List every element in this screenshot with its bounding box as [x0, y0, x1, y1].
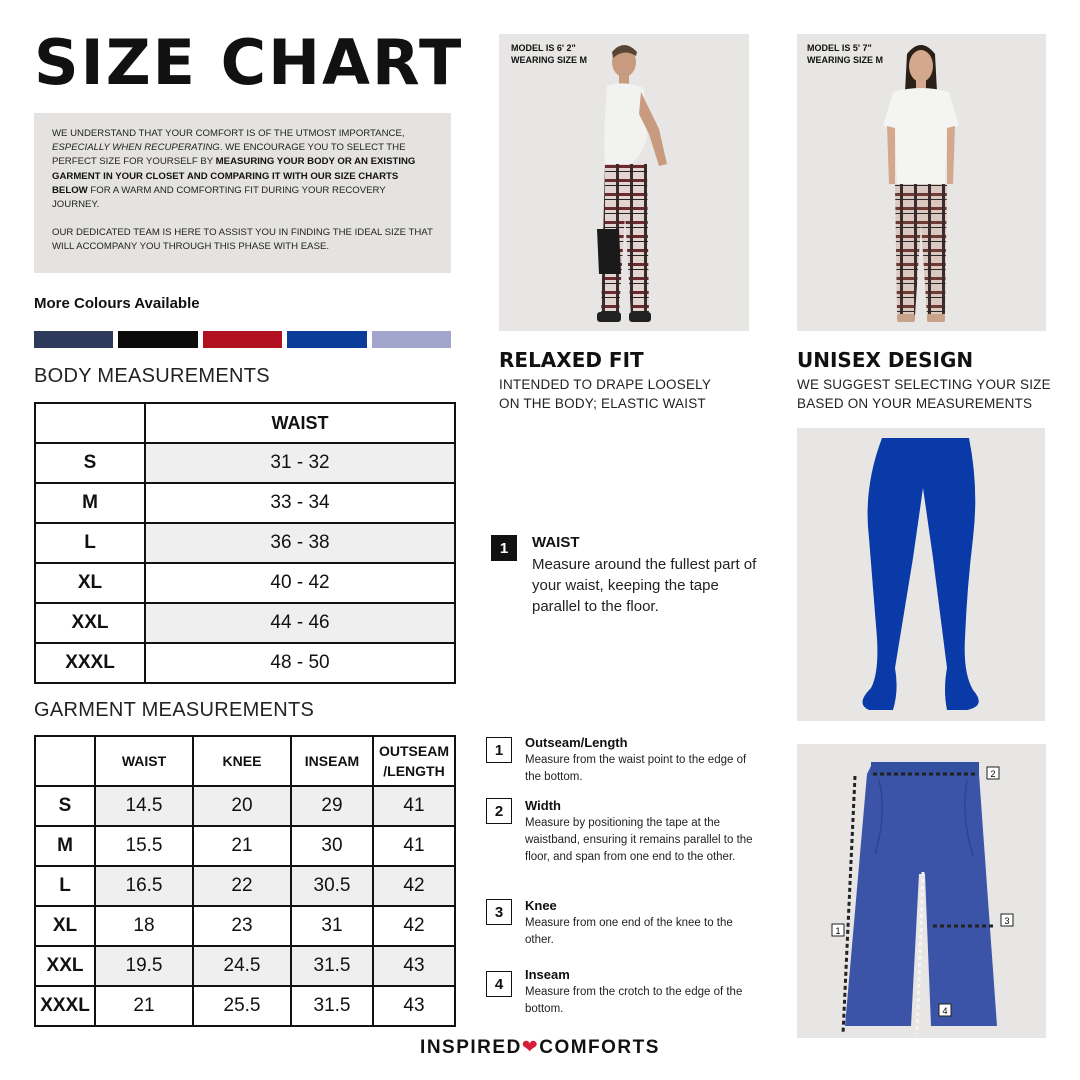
waist-cell: 15.5: [95, 826, 193, 866]
knee-cell: 20: [193, 786, 291, 826]
size-cell: XXL: [35, 603, 145, 643]
size-cell: XXXL: [35, 986, 95, 1026]
length-label: /LENGTH: [383, 763, 445, 779]
table-row: [35, 786, 455, 826]
unisex-design-title: UNISEX DESIGN: [797, 348, 974, 372]
colour-swatch-black[interactable]: [118, 331, 197, 348]
female-model-photo: [797, 34, 1046, 331]
width-step-title: Width: [525, 798, 561, 813]
colour-swatch-lavender[interactable]: [372, 331, 451, 348]
body-silhouette-box: [797, 428, 1045, 721]
step-number-badge: 1: [486, 737, 512, 763]
unisex-design-description: [797, 375, 1051, 413]
size-cell: L: [35, 866, 95, 906]
knee-cell: 24.5: [193, 946, 291, 986]
intro-text: FOR A WARM AND COMFORTING FIT DURING YOUR RECOVERY JOURNEY.: [52, 184, 386, 211]
relaxed-fit-line: ON THE BODY; ELASTIC WAIST: [499, 396, 706, 411]
step-number-badge: 2: [486, 798, 512, 824]
size-cell: S: [35, 443, 145, 483]
table-header-waist: WAIST: [95, 736, 193, 786]
inseam-cell: 31.5: [291, 946, 373, 986]
model-size: WEARING SIZE M: [511, 55, 587, 65]
outseam-label: OUTSEAM: [379, 743, 449, 759]
size-cell: M: [35, 483, 145, 523]
waist-cell: 16.5: [95, 866, 193, 906]
intro-text-box: [34, 113, 451, 273]
body-silhouette-icon: [797, 428, 1045, 721]
waist-cell: 40 - 42: [145, 563, 455, 603]
knee-cell: 23: [193, 906, 291, 946]
waist-cell: 36 - 38: [145, 523, 455, 563]
brand-left-text: INSPIRED: [420, 1037, 522, 1058]
knee-cell: 22: [193, 866, 291, 906]
unisex-line: BASED ON YOUR MEASUREMENTS: [797, 396, 1033, 411]
brand-right-text: COMFORTS: [539, 1037, 660, 1058]
female-model-caption: [807, 42, 883, 66]
model-height: MODEL IS 5' 7": [807, 43, 872, 53]
table-row: [35, 866, 455, 906]
table-row: [35, 443, 455, 483]
waist-step-description: Measure around the fullest part of your waist, keeping the tape parallel to the floor.: [532, 556, 757, 615]
outseam-cell: 42: [373, 906, 455, 946]
inseam-cell: 31.5: [291, 986, 373, 1026]
step-number-badge: 4: [486, 971, 512, 997]
male-model-photo: [499, 34, 749, 331]
garment-measurements-heading: GARMENT MEASUREMENTS: [34, 699, 315, 721]
relaxed-fit-line: INTENDED TO DRAPE LOOSELY: [499, 377, 712, 392]
relaxed-fit-description: [499, 375, 711, 413]
inseam-cell: 31: [291, 906, 373, 946]
size-cell: XL: [35, 906, 95, 946]
female-model-figure: [797, 34, 1046, 331]
waist-cell: 14.5: [95, 786, 193, 826]
table-row: [35, 603, 455, 643]
table-header-knee: KNEE: [193, 736, 291, 786]
brand-logo: [0, 1036, 1080, 1059]
male-model-figure: [499, 34, 749, 331]
outseam-step-title: Outseam/Length: [525, 735, 628, 750]
table-row: [35, 946, 455, 986]
waist-step-title: WAIST: [532, 534, 580, 551]
size-cell: L: [35, 523, 145, 563]
table-header-empty: [35, 736, 95, 786]
step-number-badge: 1: [491, 535, 517, 561]
table-header-inseam: INSEAM: [291, 736, 373, 786]
diagram-label: 2: [990, 769, 996, 779]
male-model-caption: [511, 42, 587, 66]
table-header-empty: [35, 403, 145, 443]
table-row: [35, 523, 455, 563]
outseam-cell: 41: [373, 826, 455, 866]
size-cell: S: [35, 786, 95, 826]
intro-paragraph-2: OUR DEDICATED TEAM IS HERE TO ASSIST YOU IN FINDING THE IDEAL SIZE THAT WILL ACCOMPANY YOU THROUGH THIS PHASE WITH EASE.: [52, 227, 433, 253]
size-cell: M: [35, 826, 95, 866]
table-row: [35, 483, 455, 523]
inseam-cell: 30.5: [291, 866, 373, 906]
colour-swatch-red[interactable]: [203, 331, 282, 348]
size-cell: XXXL: [35, 643, 145, 683]
pants-diagram-box: [797, 744, 1046, 1038]
knee-step-title: Knee: [525, 898, 557, 913]
table-header-row: [35, 403, 455, 443]
step-number-badge: 3: [486, 899, 512, 925]
size-cell: XL: [35, 563, 145, 603]
outseam-step-description: Measure from the waist point to the edge of the bottom.: [525, 754, 747, 783]
colour-swatch-royal-blue[interactable]: [287, 331, 366, 348]
diagram-label: 1: [835, 926, 841, 936]
unisex-line: WE SUGGEST SELECTING YOUR SIZE: [797, 377, 1051, 392]
intro-bold: MEASURING YOUR BODY OR AN EXISTING GARMENT IN YOUR CLOSET AND COMPARING IT WITH OUR SIZE CHARTS BELOW: [52, 156, 416, 196]
knee-cell: 21: [193, 826, 291, 866]
waist-cell: 44 - 46: [145, 603, 455, 643]
page-title: SIZE CHART: [34, 26, 464, 99]
inseam-step-description: Measure from the crotch to the edge of the bottom.: [525, 986, 743, 1015]
knee-step-description: Measure from one end of the knee to the other.: [525, 917, 733, 946]
colour-swatches: [34, 331, 451, 348]
waist-cell: 48 - 50: [145, 643, 455, 683]
body-measurements-table: [34, 402, 456, 684]
table-row: [35, 986, 455, 1026]
garment-measurements-table: [34, 735, 456, 1027]
waist-cell: 19.5: [95, 946, 193, 986]
diagram-label: 4: [942, 1006, 948, 1016]
table-row: [35, 643, 455, 683]
table-header-outseam: [373, 736, 455, 786]
inseam-cell: 30: [291, 826, 373, 866]
outseam-cell: 42: [373, 866, 455, 906]
outseam-cell: 41: [373, 786, 455, 826]
width-step-description: Measure by positioning the tape at the waistband, ensuring it remains parallel to the floor, and span from one end to the other.: [525, 817, 753, 863]
more-colours-label: More Colours Available: [34, 295, 200, 312]
intro-italic: ESPECIALLY WHEN RECUPERATING: [52, 142, 220, 154]
relaxed-fit-title: RELAXED FIT: [499, 348, 644, 372]
diagram-label: 3: [1004, 916, 1010, 926]
table-row: [35, 826, 455, 866]
waist-cell: 33 - 34: [145, 483, 455, 523]
model-height: MODEL IS 6' 2": [511, 43, 576, 53]
body-measurements-heading: BODY MEASUREMENTS: [34, 365, 270, 387]
outseam-cell: 43: [373, 986, 455, 1026]
intro-paragraph-1: [52, 127, 433, 212]
table-row: [35, 563, 455, 603]
table-header-row: [35, 736, 455, 786]
size-cell: XXL: [35, 946, 95, 986]
outseam-cell: 43: [373, 946, 455, 986]
waist-cell: 31 - 32: [145, 443, 455, 483]
model-size: WEARING SIZE M: [807, 55, 883, 65]
knee-cell: 25.5: [193, 986, 291, 1026]
inseam-step-title: Inseam: [525, 967, 570, 982]
waist-cell: 18: [95, 906, 193, 946]
inseam-cell: 29: [291, 786, 373, 826]
intro-text: . WE ENCOURAGE YOU TO SELECT THE PERFECT SIZE FOR YOURSELF BY: [52, 142, 406, 168]
table-row: [35, 906, 455, 946]
pants-diagram-icon: [797, 744, 1046, 1038]
table-header-waist: WAIST: [145, 403, 455, 443]
heart-icon: ❤: [521, 1037, 540, 1058]
colour-swatch-navy[interactable]: [34, 331, 113, 348]
intro-text: WE UNDERSTAND THAT YOUR COMFORT IS OF THE UTMOST IMPORTANCE,: [52, 128, 405, 139]
waist-cell: 21: [95, 986, 193, 1026]
